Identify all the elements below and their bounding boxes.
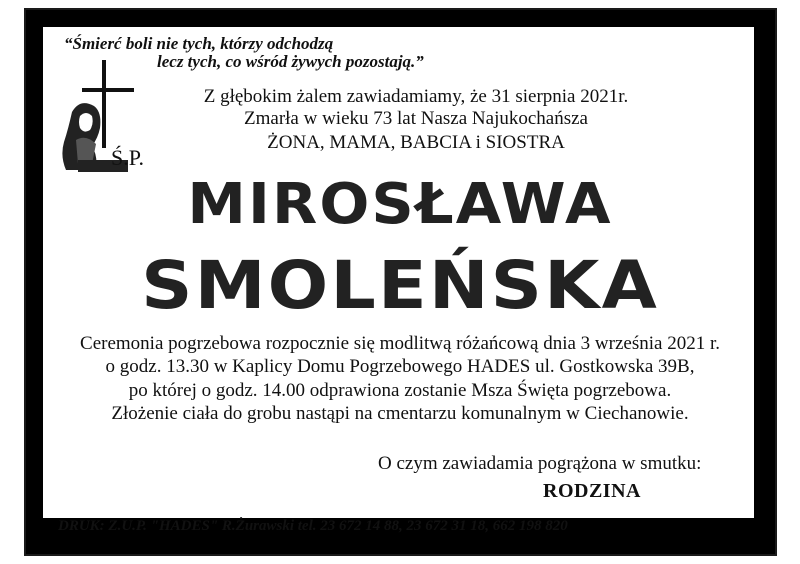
deceased-last-name: SMOLEŃSKA — [141, 247, 659, 324]
sp-label: Ś.P. — [111, 145, 145, 170]
ceremony-line-1: Ceremonia pogrzebowa rozpocznie się modlitwą różańcową dnia 3 września 2021 r. — [80, 333, 720, 354]
ceremony-line-4: Złożenie ciała do grobu nastąpi na cmentarzu komunalnym w Ciechanowie. — [111, 403, 689, 424]
closing-notice: O czym zawiadamia pogrążona w smutku: — [378, 453, 702, 474]
ceremony-line-2: o godz. 13.30 w Kaplicy Domu Pogrzebowego HADES ul. Gostkowska 39B, — [105, 356, 695, 377]
quote-line-1: “Śmierć boli nie tych, którzy odchodzą — [64, 34, 334, 53]
deceased-first-name: MIROSŁAWA — [187, 172, 613, 237]
family-signature: RODZINA — [543, 480, 641, 502]
death-announcement: Z głębokim żalem zawiadamiamy, że 31 sierpnia 2021r. — [203, 86, 629, 107]
age-line: Zmarła w wieku 73 lat Nasza Najukochańsza — [244, 108, 588, 129]
printer-footer: DRUK: Z.U.P. "HADES" R.Żurawski tel. 23 672 14 88, 23 672 31 18, 662 198 820 — [58, 518, 568, 534]
relations-line: ŻONA, MAMA, BABCIA i SIOSTRA — [267, 132, 565, 153]
quote-line-2: lecz tych, co wśród żywych pozostają.” — [157, 52, 424, 71]
ceremony-line-3: po której o godz. 14.00 odprawiona zostanie Msza Święta pogrzebowa. — [128, 380, 672, 401]
